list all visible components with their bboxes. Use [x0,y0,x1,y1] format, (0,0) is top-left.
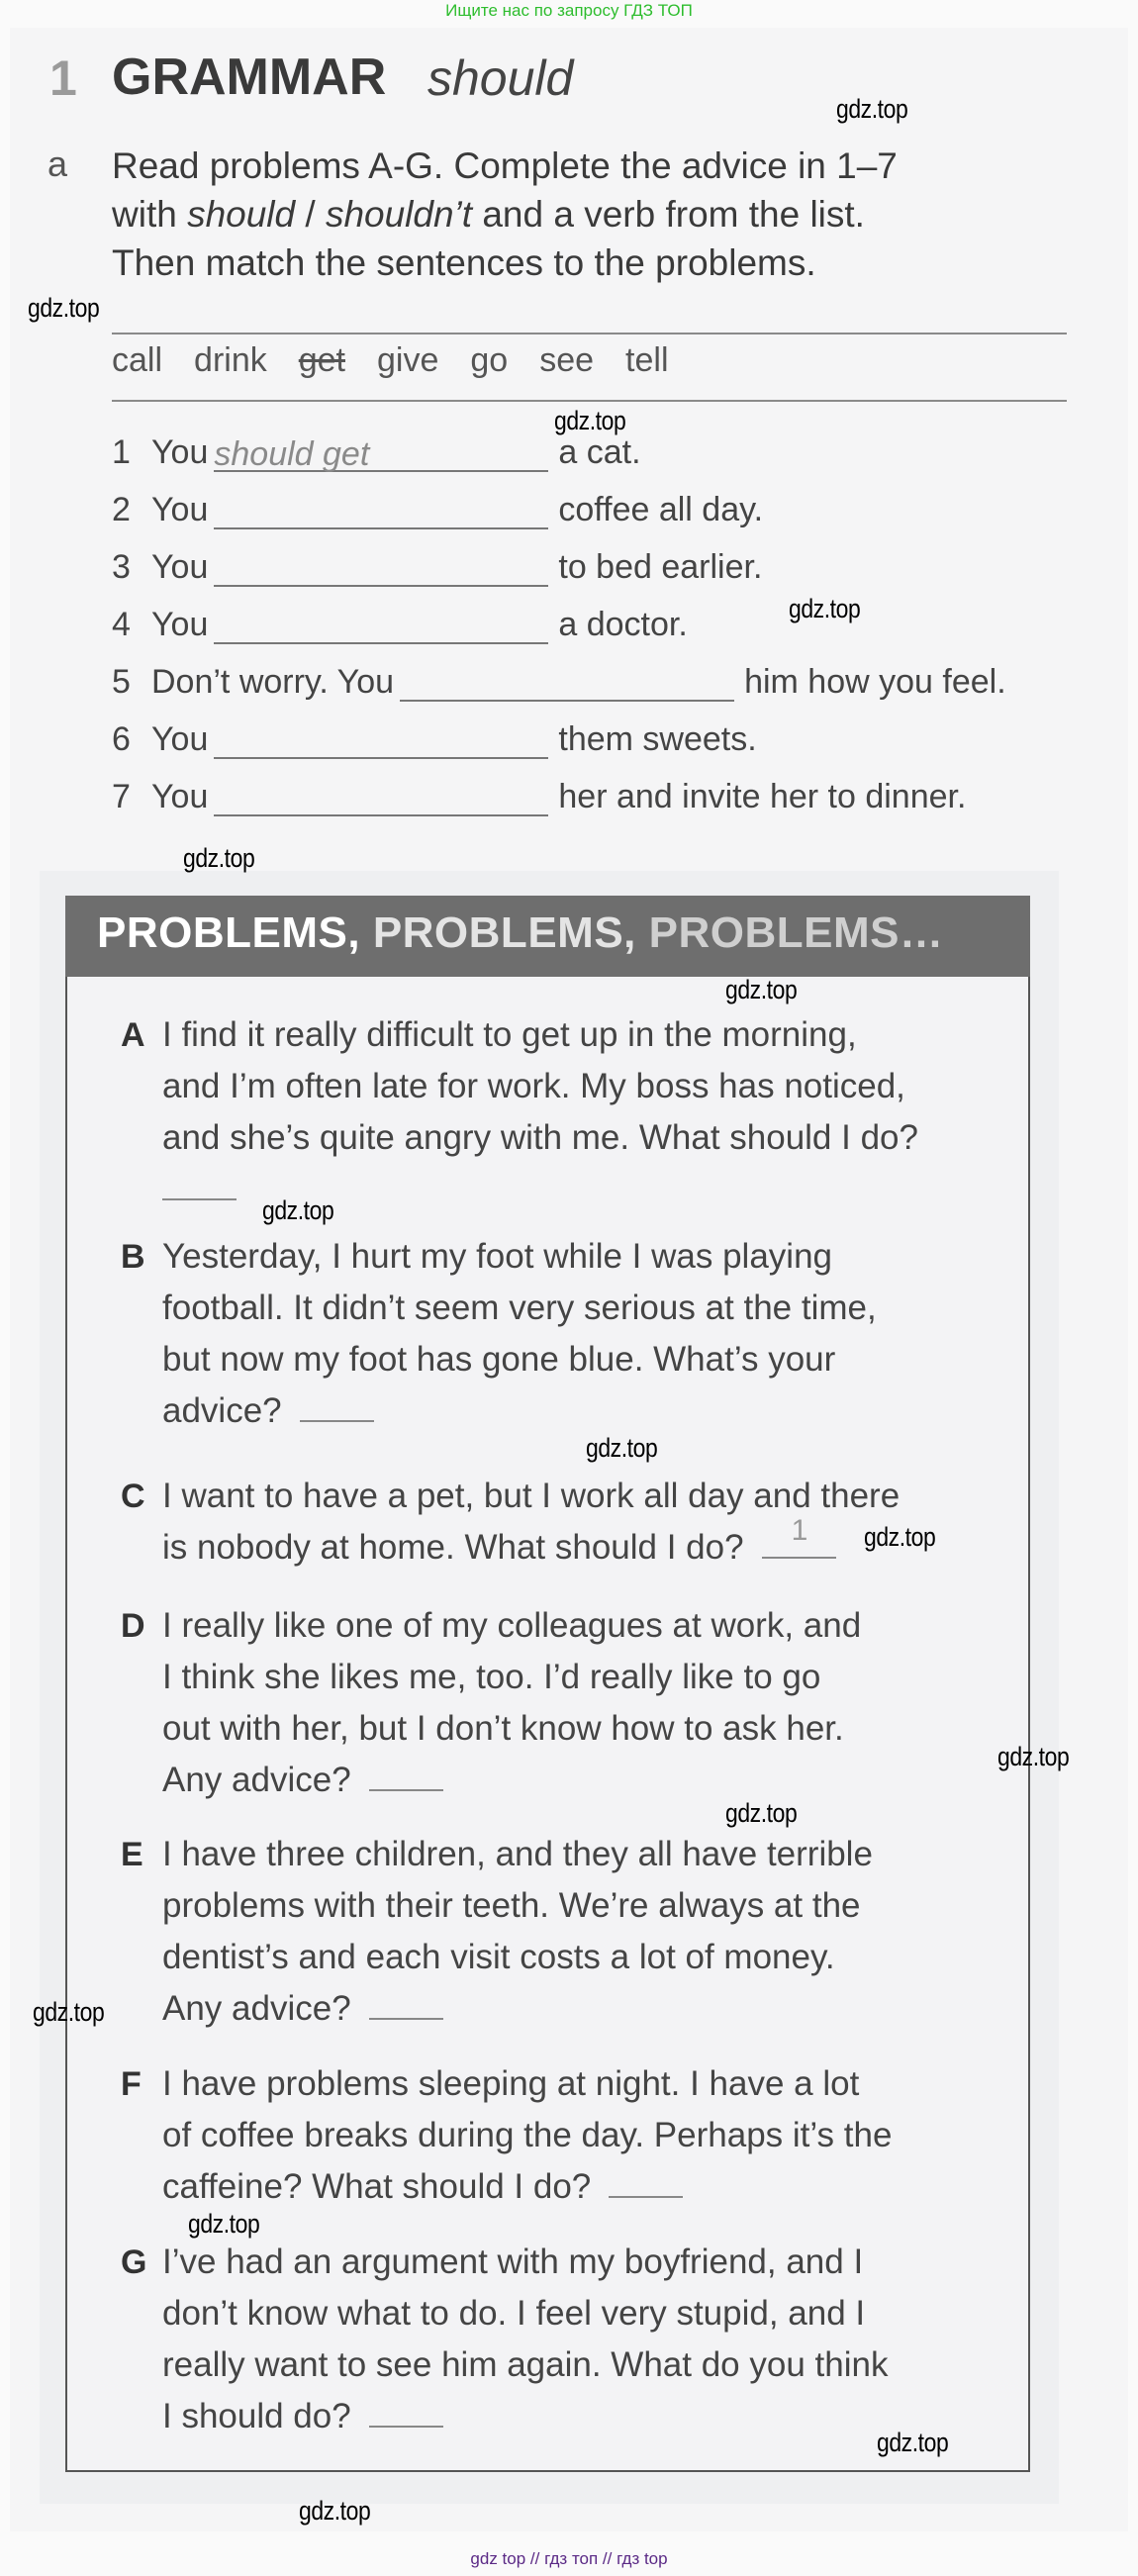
answer-blank[interactable] [214,551,548,587]
sentence-4 [112,606,688,644]
word-tell: tell [625,341,669,379]
instruction-separator: / [295,194,326,235]
answer-blank[interactable] [214,781,548,816]
word-list-top-rule [112,333,1067,334]
watermark: gdz.top [262,1195,334,1225]
problem-text [162,1231,992,1437]
sentence-number: 5 [112,663,131,701]
problem-text [162,1600,992,1806]
sentence-2 [112,491,763,529]
problem-line: football. It didn’t seem very serious at the time, [162,1288,877,1327]
title-part-2: PROBLEMS, [372,908,636,957]
sentence-start: You [151,548,209,586]
top-promo-banner: Ищите нас по запросу ГДЗ ТОП [445,1,693,20]
sentence-number: 2 [112,491,131,528]
problem-f [121,2058,992,2213]
problem-letter: C [121,1478,145,1515]
watermark: gdz.top [554,406,626,435]
match-answer-blank[interactable] [300,1392,374,1422]
sentence-end: her and invite her to dinner. [558,778,967,815]
watermark: gdz.top [877,2428,949,2457]
sentence-end: coffee all day. [558,491,764,528]
sentence-end: them sweets. [558,720,757,758]
watermark: gdz.top [586,1433,658,1463]
problem-a [121,1009,992,1215]
problem-line: and she’s quite angry with me. What should I do? [162,1118,918,1157]
problem-line: Any advice? [162,1989,351,2028]
answer-blank[interactable] [214,436,548,472]
watermark: gdz.top [864,1522,936,1552]
problem-letter: G [121,2243,147,2281]
sentence-start: You [151,606,209,643]
problem-line: Any advice? [162,1761,351,1799]
problem-text [162,1009,992,1215]
sentence-number: 1 [112,433,131,471]
sentence-start: You [151,433,209,471]
instruction-line-1: Read problems A-G. Complete the advice in 1–7 [112,145,898,186]
sentence-number: 7 [112,778,131,815]
problem-line: I really like one of my colleagues at work, and [162,1606,862,1645]
answer-blank[interactable] [214,494,548,529]
word-list-bottom-rule [112,400,1067,402]
watermark: gdz.top [725,975,798,1004]
bottom-promo-banner: gdz top // гдз топ // гдз top [470,2549,668,2568]
problem-c [121,1471,992,1574]
word-drink: drink [194,341,267,379]
instruction-should: should [187,194,296,235]
problem-g [121,2237,992,2442]
exercise-letter: a [47,143,68,184]
problem-letter: B [121,1238,145,1276]
instruction-line-2 [112,190,1101,239]
sentence-end: to bed earlier. [558,548,763,586]
answer-blank[interactable] [400,666,734,702]
title-part-1: PROBLEMS, [97,908,361,957]
problem-line: dentist’s and each visit costs a lot of money. [162,1938,835,1976]
problem-line: but now my foot has gone blue. What’s your [162,1340,836,1379]
sentence-end: a doctor. [558,606,688,643]
sentence-number: 4 [112,606,131,643]
word-give: give [377,341,439,379]
watermark: gdz.top [188,2209,260,2239]
problem-letter: A [121,1016,145,1054]
problem-text [162,2058,992,2213]
instruction-line-3: Then match the sentences to the problems. [112,242,816,283]
watermark: gdz.top [183,843,255,873]
section-subtitle: should [427,50,574,106]
match-answer-blank[interactable] [762,1514,836,1559]
sentence-6 [112,720,757,759]
watermark: gdz.top [836,94,908,124]
sentence-start: You [151,491,209,528]
section-number: 1 [49,50,77,106]
problem-line: problems with their teeth. We’re always at the [162,1886,861,1925]
problem-text [162,2237,992,2442]
match-answer-blank[interactable] [369,1990,443,2020]
problem-line: I think she likes me, too. I’d really like to go [162,1658,821,1696]
instruction-text: with [112,194,188,235]
problem-text [162,1829,992,2035]
problems-box-title [97,908,943,958]
problem-e [121,1829,992,2035]
problem-line: of coffee breaks during the day. Perhaps it’s the [162,2116,893,2154]
watermark: gdz.top [997,1742,1070,1771]
problem-line: don’t know what to do. I feel very stupid, and I [162,2294,866,2333]
sentence-start: Don’t worry. You [151,663,395,701]
sentence-7 [112,778,966,816]
word-get-struck: get [298,341,345,379]
problem-line: I should do? [162,2397,351,2435]
problem-line: is nobody at home. What should I do? [162,1528,744,1567]
word-list [112,341,701,380]
problem-line: and I’m often late for work. My boss has noticed, [162,1067,905,1105]
sentence-3 [112,548,762,587]
problem-line: I find it really difficult to get up in the morning, [162,1015,857,1054]
watermark: gdz.top [789,594,861,623]
match-answer-blank[interactable] [609,2168,683,2198]
sentence-number: 3 [112,548,131,586]
word-call: call [112,341,163,379]
problem-line: caffeine? What should I do? [162,2167,592,2206]
watermark: gdz.top [299,2496,371,2526]
match-answer-blank[interactable] [369,2398,443,2428]
problem-line: advice? [162,1391,282,1430]
sentence-number: 6 [112,720,131,758]
problem-line: really want to see him again. What do you think [162,2345,889,2384]
title-part-3: PROBLEMS… [648,908,944,957]
problem-letter: E [121,1836,143,1873]
word-see: see [539,341,595,379]
sentence-5 [112,663,1006,702]
problem-d [121,1600,992,1806]
problem-letter: F [121,2065,142,2103]
word-go: go [470,341,509,379]
problem-line: Yesterday, I hurt my foot while I was playing [162,1237,832,1276]
sentence-1 [112,433,641,472]
sentence-end: a cat. [558,433,641,471]
filled-answer: should get [214,435,370,473]
answer-blank[interactable] [214,723,548,759]
exercise-instruction [112,142,1101,287]
match-answer-blank[interactable] [162,1171,237,1200]
watermark: gdz.top [28,293,100,323]
instruction-text: and a verb from the list. [472,194,865,235]
sentence-end: him how you feel. [744,663,1006,701]
sentence-start: You [151,720,209,758]
match-answer-value: 1 [791,1514,808,1547]
problem-letter: D [121,1607,145,1645]
problem-line: out with her, but I don’t know how to ask her. [162,1709,844,1748]
watermark: gdz.top [33,1997,105,2027]
answer-blank[interactable] [214,609,548,644]
problem-line: I have three children, and they all have terrible [162,1835,873,1873]
sentence-start: You [151,778,209,815]
section-title: GRAMMAR [112,48,387,106]
problem-line: I have problems sleeping at night. I have a lot [162,2064,860,2103]
watermark: gdz.top [725,1798,798,1828]
problem-line: I’ve had an argument with my boyfriend, and I [162,2242,864,2281]
match-answer-blank[interactable] [369,1762,443,1791]
problem-b [121,1231,992,1437]
instruction-shouldnt: shouldn’t [325,194,473,235]
problem-line: I want to have a pet, but I work all day and there [162,1477,901,1515]
